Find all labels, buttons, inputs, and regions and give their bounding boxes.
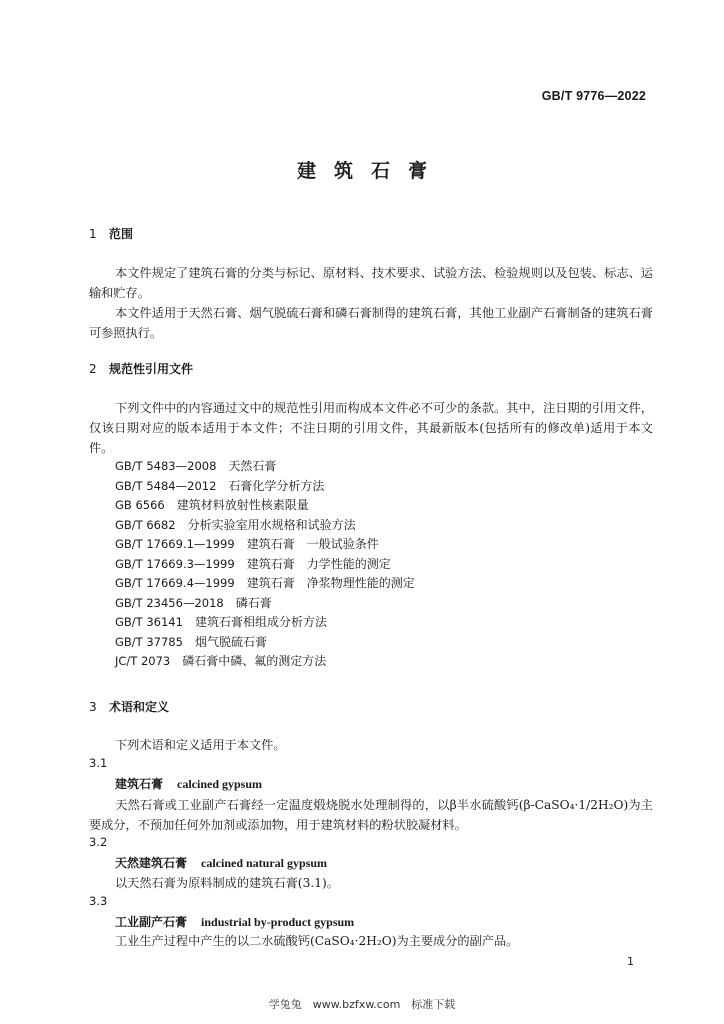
reference-code: GB/T 36141 (115, 615, 183, 629)
section-title: 术语和定义 (109, 700, 170, 714)
paragraph-text: 下列文件中的内容通过文中的规范性引用而构成本文件必不可少的条款。其中，注日期的引用文件，仅该日期对应的版本适用于本文件；不注日期的引用文件，其最新版本(包括所有的修改单)适用于本文件。 (89, 401, 653, 455)
paragraph-text: 本文件规定了建筑石膏的分类与标记、原材料、技术要求、试验方法、检验规则以及包装、标志、运输和贮存。 (89, 266, 653, 300)
term-english: calcined gypsum (177, 777, 263, 791)
reference-item (115, 535, 415, 555)
term-heading (115, 913, 354, 930)
paragraph-text: 下列术语和定义适用于本文件。 (115, 738, 286, 752)
section-1-heading (89, 225, 133, 242)
paragraph-text: 天然石膏或工业副产石膏经一定温度煅烧脱水处理制得的，以β半水硫酸钙(β-CaSO₄·1/2H₂O)为主要成分，不预加任何外加剂或添加物，用于建筑材料的粉状胶凝材料。 (89, 798, 653, 832)
reference-title: 石膏化学分析方法 (228, 478, 325, 493)
section-number: 1 (89, 227, 97, 241)
reference-code: GB/T 17669.3—1999 (115, 556, 235, 571)
term-english: industrial by-product gypsum (201, 915, 355, 929)
section-1-paragraph-1 (89, 263, 653, 303)
reference-title: 建筑石膏 净浆物理性能的测定 (246, 576, 415, 590)
reference-code: GB/T 17669.1—1999 (115, 537, 235, 551)
term-english: calcined natural gypsum (201, 856, 328, 870)
term-definition (89, 873, 653, 893)
term-definition (89, 931, 653, 951)
reference-item (115, 594, 415, 614)
reference-code: JC/T 2073 (115, 654, 171, 668)
reference-item (115, 477, 415, 497)
normative-reference-list (115, 457, 415, 672)
section-title: 规范性引用文件 (109, 362, 194, 376)
reference-item (115, 516, 415, 536)
paragraph-text: 以天然石膏为原料制成的建筑石膏(3.1)。 (115, 876, 339, 890)
section-number: 2 (89, 362, 97, 376)
reference-code: GB/T 6682 (115, 517, 176, 532)
reference-title: 建筑材料放射性核素限量 (176, 498, 309, 512)
standard-code: GB/T 9776—2022 (541, 89, 646, 103)
paragraph-text: 工业生产过程中产生的以二水硫酸钙(CaSO₄·2H₂O)为主要成分的副产品。 (115, 934, 519, 948)
term-heading (115, 854, 327, 871)
reference-title: 建筑石膏 一般试验条件 (246, 537, 379, 551)
reference-title: 磷石膏 (235, 595, 272, 610)
page-number: 1 (627, 955, 634, 968)
document-title: 建筑石膏 (296, 160, 445, 182)
term-chinese: 天然建筑石膏 (115, 856, 188, 870)
reference-item (115, 633, 415, 653)
reference-code: GB/T 17669.4—1999 (115, 576, 235, 590)
reference-item (115, 574, 415, 594)
reference-item (115, 613, 415, 633)
term-heading (115, 775, 262, 792)
term-number: 3.1 (89, 756, 108, 770)
term-chinese: 建筑石膏 (115, 777, 164, 791)
reference-item (115, 457, 415, 477)
paragraph-text: 本文件适用于天然石膏、烟气脱硫石膏和磷石膏制得的建筑石膏，其他工业副产石膏制备的建筑石膏可参照执行。 (89, 306, 653, 340)
reference-code: GB/T 5484—2012 (115, 478, 217, 493)
reference-code: GB/T 37785 (115, 634, 183, 649)
reference-title: 烟气脱硫石膏 (194, 634, 267, 649)
reference-title: 分析实验室用水规格和试验方法 (187, 517, 356, 532)
section-3-heading (89, 698, 169, 715)
reference-item (115, 496, 415, 516)
reference-title: 天然石膏 (228, 459, 277, 473)
section-1-paragraph-2 (89, 303, 653, 343)
term-number: 3.3 (89, 894, 108, 908)
reference-title: 建筑石膏 力学性能的测定 (246, 556, 391, 571)
reference-code: GB 6566 (115, 498, 165, 512)
section-2-heading (89, 360, 193, 377)
term-definition (89, 795, 653, 835)
term-number: 3.2 (89, 835, 108, 849)
section-title: 范围 (109, 227, 134, 241)
section-number: 3 (89, 700, 97, 714)
reference-title: 建筑石膏相组成分析方法 (194, 615, 327, 629)
reference-title: 磷石膏中磷、氟的测定方法 (182, 654, 327, 668)
reference-code: GB/T 23456—2018 (115, 595, 224, 610)
reference-code: GB/T 5483—2008 (115, 459, 217, 473)
section-3-intro (89, 735, 653, 755)
section-2-intro (89, 398, 653, 458)
footer-watermark: 学兔兔 www.bzfxw.com 标准下载 (268, 998, 456, 1011)
reference-item (115, 555, 415, 575)
term-chinese: 工业副产石膏 (115, 915, 188, 929)
reference-item (115, 652, 415, 672)
